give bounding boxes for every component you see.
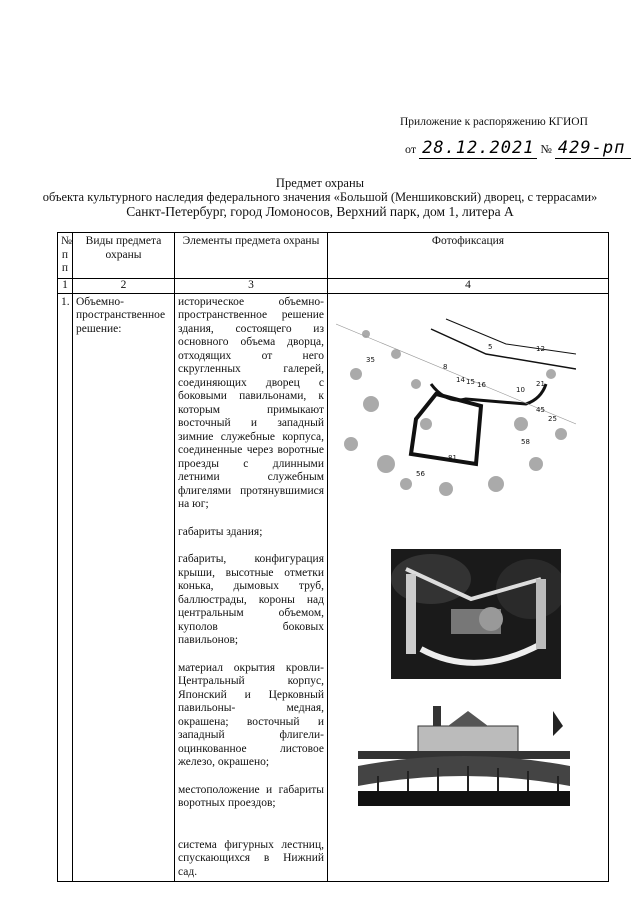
map-label: 5 — [488, 342, 493, 351]
order-number: 429-рп — [555, 138, 631, 159]
element-5: местоположение и габариты воротных проездов; — [178, 783, 324, 809]
map-label: 45 — [536, 405, 545, 414]
map-label: 58 — [521, 437, 530, 446]
appendix-label: Приложение к распоряжению КГИОП — [400, 116, 588, 128]
map-label: 14 — [456, 375, 465, 384]
map-label: 56 — [416, 469, 425, 478]
map-label: 16 — [477, 380, 486, 389]
row-type: Объемно-пространственное решение: — [73, 293, 175, 882]
header-elements: Элементы предмета охраны — [175, 233, 328, 279]
row-elements — [175, 293, 328, 882]
photo-cell — [328, 293, 609, 882]
protection-table — [57, 232, 609, 882]
order-date: 28.12.2021 — [419, 138, 537, 159]
aerial-photo — [391, 549, 561, 679]
map-label: 81 — [448, 453, 457, 462]
map-label: 15 — [466, 377, 475, 386]
title-line-3: Санкт-Петербург, город Ломоносов, Верхний парк, дом 1, литера А — [126, 204, 514, 219]
table-row — [58, 293, 609, 882]
table-number-row — [58, 278, 609, 293]
header-photo: Фотофиксация — [328, 233, 609, 279]
colnum-4: 4 — [328, 278, 609, 293]
table-header-row — [58, 233, 609, 279]
order-line — [405, 138, 631, 159]
element-2: габариты здания; — [178, 525, 263, 538]
site-plan-image — [336, 314, 576, 504]
from-label: от — [405, 142, 417, 156]
map-label: 25 — [548, 414, 557, 423]
map-label: 21 — [536, 379, 545, 388]
map-label: 12 — [536, 344, 545, 353]
row-num: 1. — [58, 293, 73, 882]
header-num: № п п — [58, 233, 73, 279]
element-4: материал окрытия кровли- Центральный корпус, Японский и Церковный павильоны- медная, окрашена; восточный и западный флигели- оцинкованное листовое железо, окрашено; — [178, 661, 324, 768]
header-type: Виды предмета охраны — [73, 233, 175, 279]
element-6: система фигурных лестниц, спускающихся в Нижний сад. — [178, 838, 324, 878]
facade-photo — [358, 706, 570, 806]
map-label: 8 — [443, 362, 448, 371]
map-label: 10 — [516, 385, 525, 394]
element-3: габариты, конфигурация крыши, высотные отметки конька, дымовых труб, баллюстрады, короны над центральным объемом, куполов боковых павильонов; — [178, 553, 324, 646]
element-1: историческое объемно-пространственное решение здания, состоящего из основного объема дворца, отходящих от него скругленных галерей, соединяющих дворец с боковыми павильонами, к которым примыкают восточный и западный зимние служебные корпуса, соединенные через воротные проезды с длинными летними служебным флигелями протянувшимися на юг; — [178, 295, 324, 510]
colnum-2: 2 — [73, 278, 175, 293]
title-line-2: объекта культурного наследия федерального значения «Большой (Меншиковский) дворец, с террасами» — [42, 190, 598, 204]
number-label: № — [540, 142, 552, 156]
document-title — [0, 176, 640, 220]
title-line-1: Предмет охраны — [275, 176, 365, 190]
colnum-3: 3 — [175, 278, 328, 293]
map-label: 35 — [366, 355, 375, 364]
colnum-1: 1 — [58, 278, 73, 293]
